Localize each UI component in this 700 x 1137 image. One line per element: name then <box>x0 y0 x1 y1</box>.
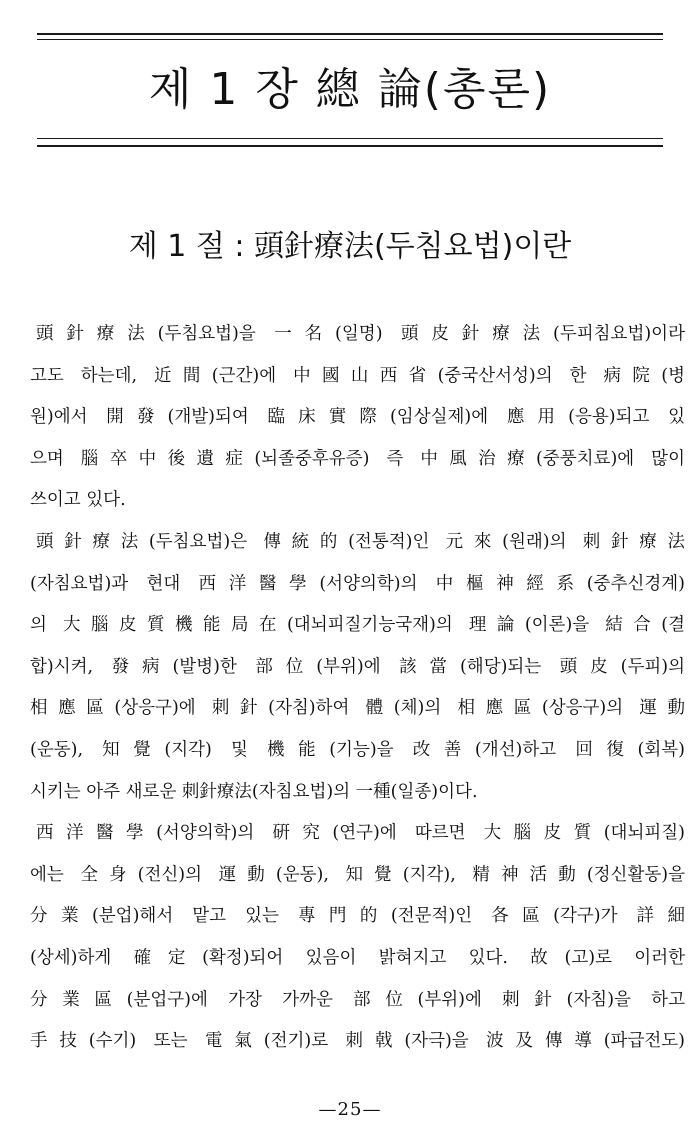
top-rule-outer <box>37 33 663 35</box>
bottom-rule-inner <box>37 138 663 139</box>
text-line: 시키는 아주 새로운 刺針療法(자침요법)의 一種(일종)이다. <box>30 781 478 802</box>
text-line: 고도 하는데, 近間(근간)에 中國山西省(중국산서성)의 한 病院(병 <box>30 365 685 386</box>
text-line: 分業(분업)해서 맡고 있는 專門的(전문적)인 各區(각구)가 詳細 <box>30 906 685 927</box>
text-line: 에는 全身(전신)의 運動(운동), 知覺(지각), 精神活動(정신활동)을 <box>30 864 685 885</box>
text-line: 分業區(분업구)에 가장 가까운 部位(부위)에 刺針(자침)을 하고 <box>30 989 685 1010</box>
text-line: (운동), 知覺(지각) 및 機能(기능)을 改善(개선)하고 回復(회복) <box>30 739 685 760</box>
chapter-title: 제 1 장 總 論(총론) <box>148 64 552 115</box>
section-title: 제 1 절 : 頭針療法(두침요법)이란 <box>128 229 572 264</box>
text-line: 西洋醫學(서양의학)의 硏究(연구)에 따르면 大腦皮質(대뇌피질) <box>36 823 685 844</box>
text-line: 원)에서 開發(개발)되여 臨床實際(임상실제)에 應用(응용)되고 있 <box>30 407 685 428</box>
text-line: 手技(수기) 또는 電氣(전기)로 刺戟(자극)을 波及傳導(파급전도) <box>30 1031 685 1052</box>
text-line: (자침요법)과 현대 西洋醫學(서양의학)의 中樞神經系(중추신경계) <box>30 573 685 594</box>
body-text <box>30 314 685 1063</box>
text-line: 頭針療法(두침요법)은 傳統的(전통적)인 元來(원래)의 刺針療法 <box>36 531 685 552</box>
text-line: (상세)하게 確定(확정)되어 있음이 밝혀지고 있다. 故(고)로 이러한 <box>30 947 685 968</box>
text-line: 으며 腦卒中後遺症(뇌졸중후유증) 즉 中風治療(중풍치료)에 많이 <box>30 448 685 469</box>
bottom-rule-outer <box>37 145 663 147</box>
text-line: 의 大腦皮質機能局在(대뇌피질기능국재)의 理論(이론)을 結合(결 <box>30 615 685 636</box>
text-line: 頭針療法(두침요법)을 一名(일명) 頭皮針療法(두피침요법)이라 <box>36 324 685 344</box>
text-line: 相應區(상응구)에 刺針(자침)하여 體(체)의 相應區(상응구)의 運動 <box>30 698 685 719</box>
text-line: 합)시켜, 發病(발병)한 部位(부위)에 該當(해당)되는 頭皮(두피)의 <box>30 656 685 677</box>
page-number: —25— <box>318 1099 382 1120</box>
text-line: 쓰이고 있다. <box>30 490 126 511</box>
top-rule-inner <box>37 39 663 40</box>
